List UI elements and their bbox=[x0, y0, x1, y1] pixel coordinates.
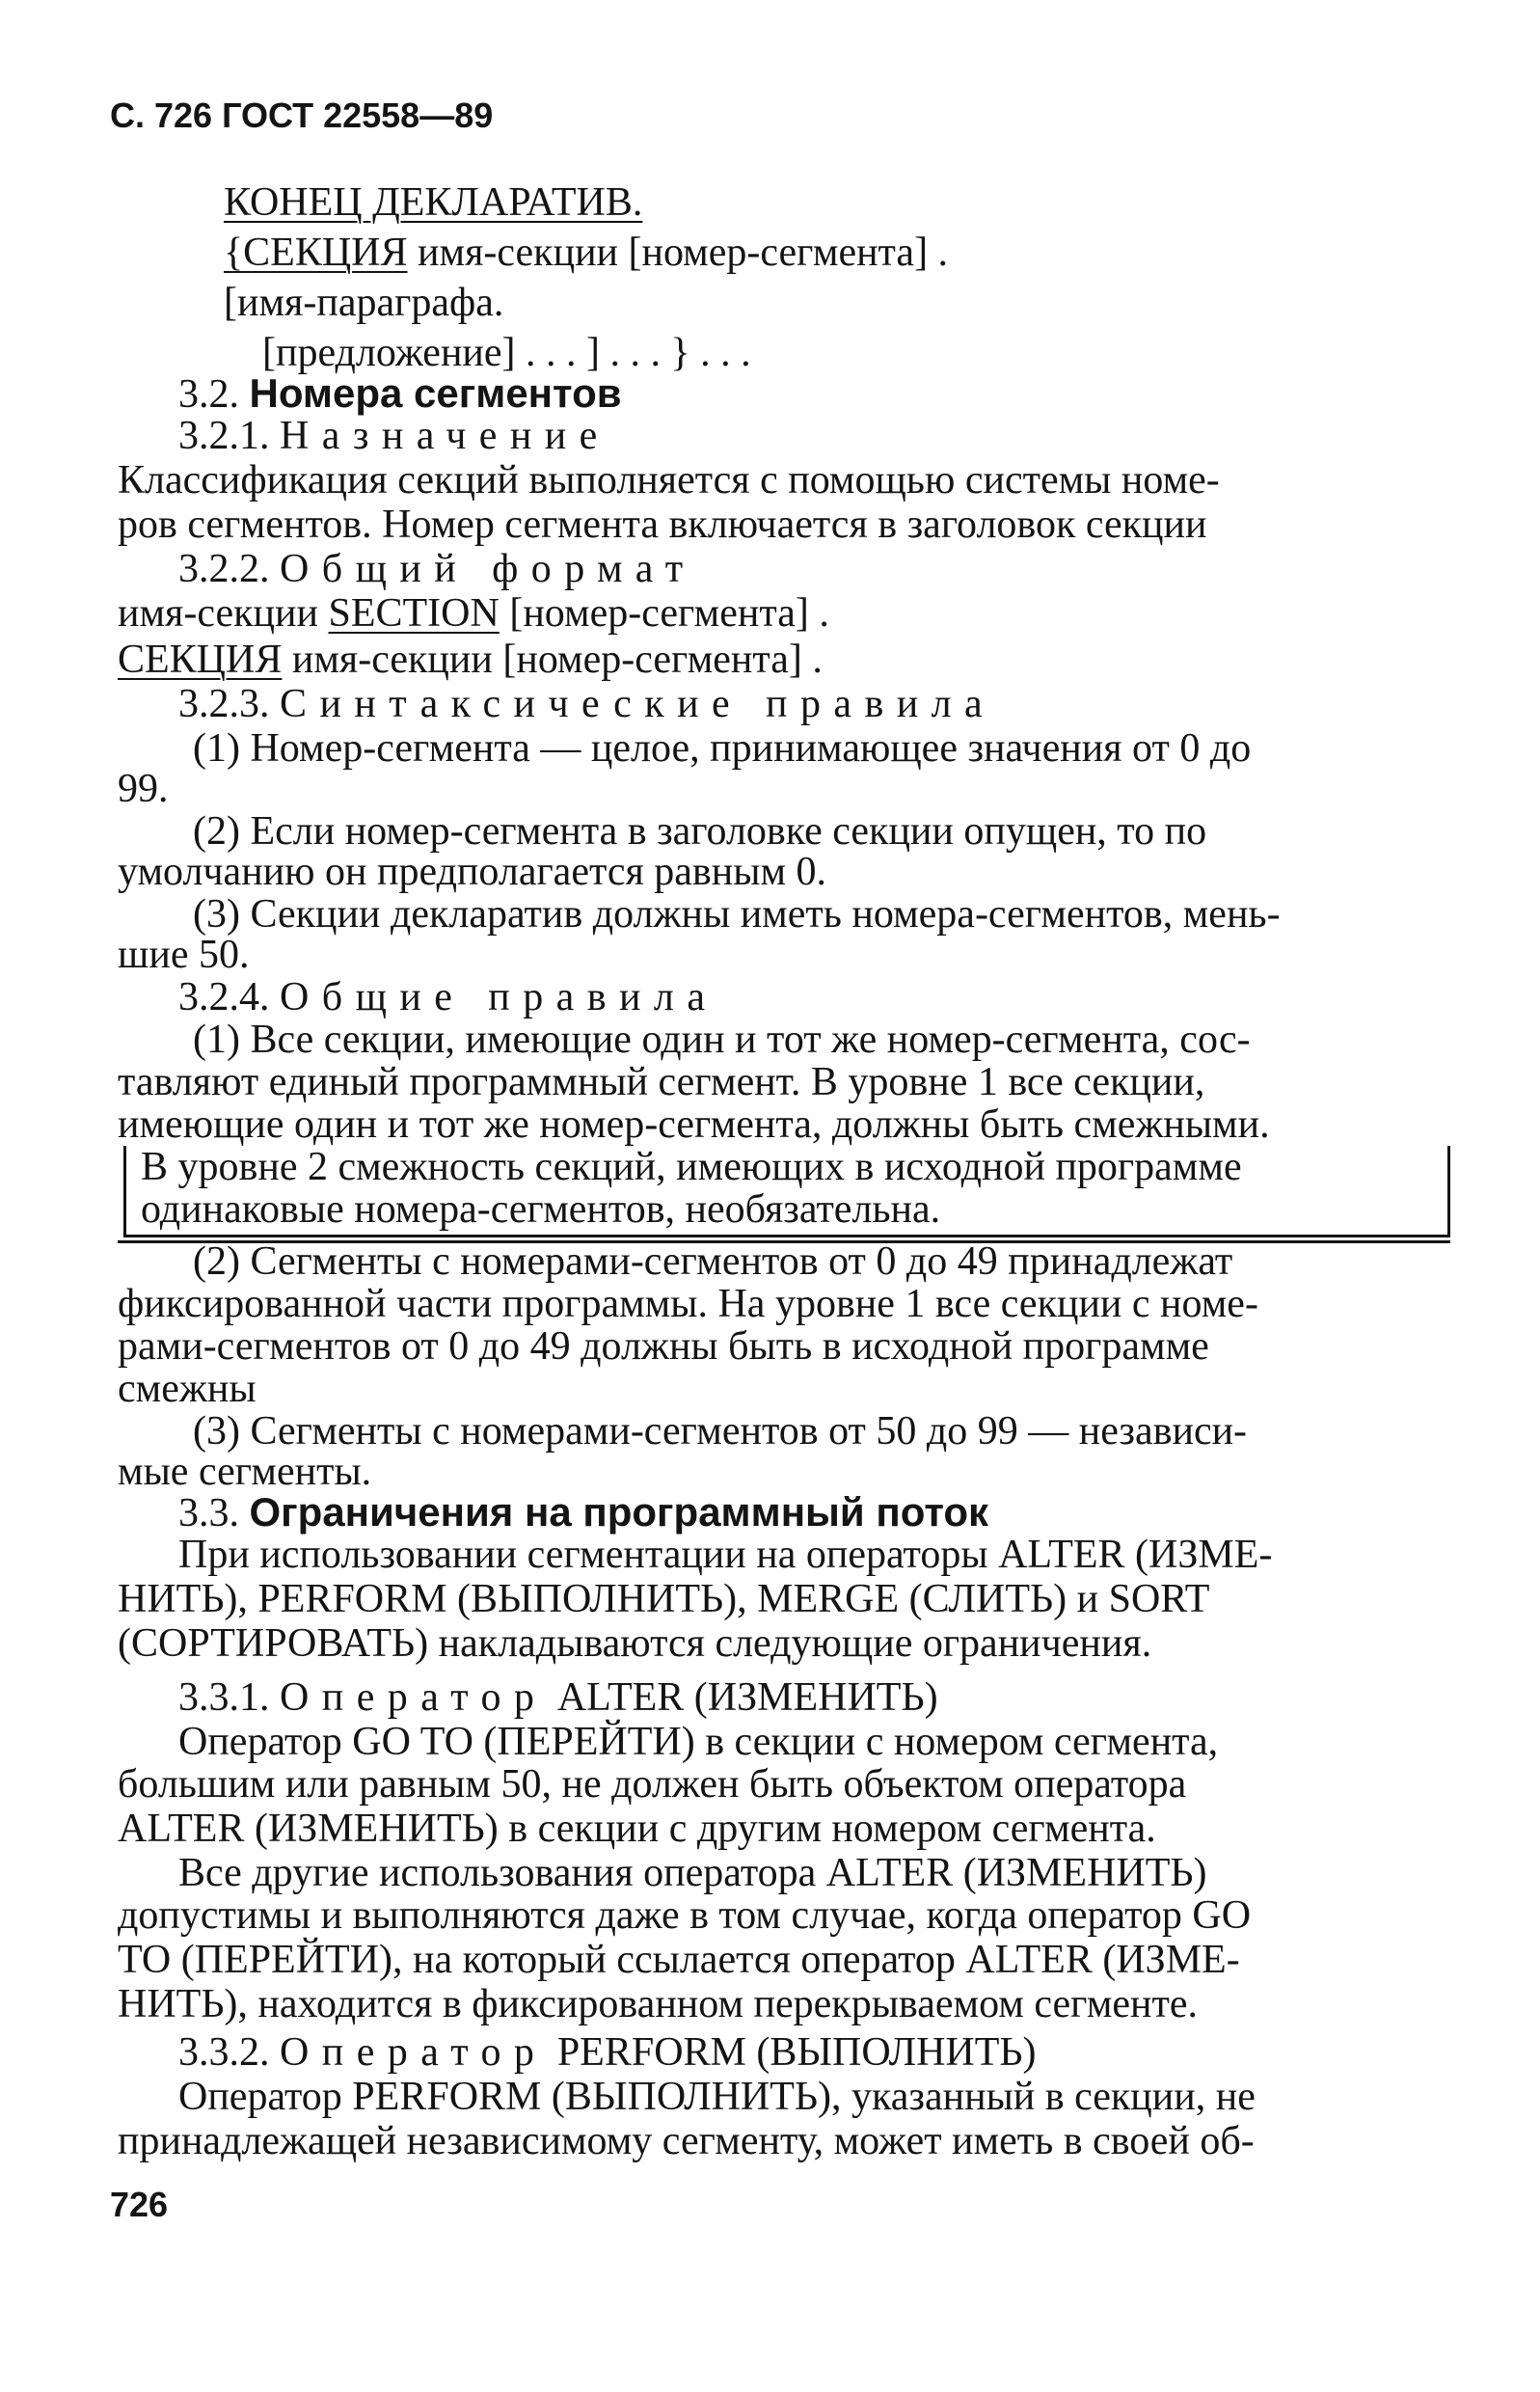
subsection-3-2-2: 3.2.2. Общий формат bbox=[178, 547, 696, 591]
text-line: (2) Если номер-сегмента в заголовке секции опущен, то по bbox=[193, 809, 1207, 854]
subsection-3-2-4: 3.2.4. Общие правила bbox=[178, 975, 718, 1019]
note-line: В уровне 2 смежность секций, имеющих в исходной программе bbox=[141, 1145, 1242, 1189]
text-line: Все другие использования оператора ALTER (ИЗМЕНИТЬ) bbox=[178, 1851, 1207, 1895]
syntax-line-section: {СЕКЦИЯ имя-секции [номер-сегмента] . bbox=[224, 231, 949, 275]
format-line-sektsiya: СЕКЦИЯ имя-секции [номер-сегмента] . bbox=[118, 638, 823, 682]
text-line: смежны bbox=[118, 1367, 257, 1411]
text-line: TO (ПЕРЕЙТИ), на который ссылается оператор ALTER (ИЗМЕ- bbox=[118, 1938, 1240, 1982]
syntax-line-end-declaratives: КОНЕЦ ДЕКЛАРАТИВ. bbox=[224, 180, 643, 225]
text-line: Оператор PERFORM (ВЫПОЛНИТЬ), указанный в секции, не bbox=[178, 2075, 1256, 2119]
subsection-3-2-1: 3.2.1. Назначение bbox=[178, 414, 610, 458]
section-heading-3-2: 3.2. Номера сегментов bbox=[178, 370, 622, 417]
text-line: (СОРТИРОВАТЬ) накладываются следующие ограничения. bbox=[118, 1621, 1152, 1666]
keyword-section: {СЕКЦИЯ bbox=[224, 231, 408, 275]
text-line: 99. bbox=[118, 767, 169, 811]
text-line: большим или равным 50, не должен быть объектом оператора bbox=[118, 1762, 1187, 1807]
text-line: мые сегменты. bbox=[118, 1450, 372, 1494]
text-line: При использовании сегментации на операторы ALTER (ИЗМЕ- bbox=[178, 1533, 1273, 1577]
note-line: одинаковые номера-сегментов, необязательна. bbox=[141, 1187, 941, 1232]
format-line-section: имя-секции SECTION [номер-сегмента] . bbox=[118, 591, 829, 636]
text-line: допустимы и выполняются даже в том случае, когда оператор GO bbox=[118, 1893, 1252, 1938]
text-line: шие 50. bbox=[118, 933, 250, 977]
text-line: (1) Номер-сегмента — целое, принимающее значения от 0 до bbox=[193, 726, 1252, 771]
text-line: (3) Сегменты с номерами-сегментов от 50 до 99 — независи- bbox=[193, 1409, 1248, 1454]
section-heading-3-3: 3.3. Ограничения на программный поток bbox=[178, 1489, 989, 1536]
text-line: Оператор GO TO (ПЕРЕЙТИ) в секции с номером сегмента, bbox=[178, 1720, 1219, 1764]
text-line: тавляют единый программный сегмент. В уровне 1 все секции, bbox=[118, 1060, 1205, 1104]
subsection-3-2-3: 3.2.3. Синтаксические правила bbox=[178, 682, 996, 726]
text-line: умолчанию он предполагается равным 0. bbox=[118, 850, 827, 894]
subsection-3-3-1: 3.3.1. Оператор ALTER (ИЗМЕНИТЬ) bbox=[178, 1675, 938, 1720]
syntax-line-sentence: [предложение] . . . ] . . . } . . . bbox=[262, 331, 751, 375]
text-line: Классификация секций выполняется с помощью системы номе- bbox=[118, 458, 1220, 503]
text-line: рами-сегментов от 0 до 49 должны быть в исходной программе bbox=[118, 1324, 1209, 1369]
syntax-line-paragraph: [имя-параграфа. bbox=[224, 281, 504, 325]
text-line: (3) Секции декларатив должны иметь номера-сегментов, мень- bbox=[193, 892, 1281, 937]
page-number: 726 bbox=[110, 2185, 169, 2224]
text-line: ALTER (ИЗМЕНИТЬ) в секции с другим номером сегмента. bbox=[118, 1807, 1156, 1851]
text-line: фиксированной части программы. На уровне 1 все секции с номе- bbox=[118, 1282, 1258, 1326]
text-line: (1) Все секции, имеющие один и тот же номер-сегмента, сос- bbox=[193, 1018, 1251, 1062]
text-line: имеющие один и тот же номер-сегмента, должны быть смежными. bbox=[118, 1102, 1270, 1147]
text-line: НИТЬ), PERFORM (ВЫПОЛНИТЬ), MERGE (СЛИТЬ) и SORT bbox=[118, 1577, 1210, 1621]
text-line: ров сегментов. Номер сегмента включается в заголовок секции bbox=[118, 503, 1207, 547]
page-header: С. 726 ГОСТ 22558—89 bbox=[110, 95, 494, 135]
text-line: (2) Сегменты с номерами-сегментов от 0 до 49 принадлежат bbox=[193, 1239, 1233, 1284]
text-line: принадлежащей независимому сегменту, может иметь в своей об- bbox=[118, 2119, 1255, 2163]
text-line: НИТЬ), находится в фиксированном перекрываемом сегменте. bbox=[118, 1982, 1199, 2026]
keyword-sektsiya: СЕКЦИЯ bbox=[118, 638, 283, 682]
subsection-3-3-2: 3.3.2. Оператор PERFORM (ВЫПОЛНИТЬ) bbox=[178, 2030, 1037, 2075]
keyword-section-en: SECTION bbox=[328, 591, 500, 636]
